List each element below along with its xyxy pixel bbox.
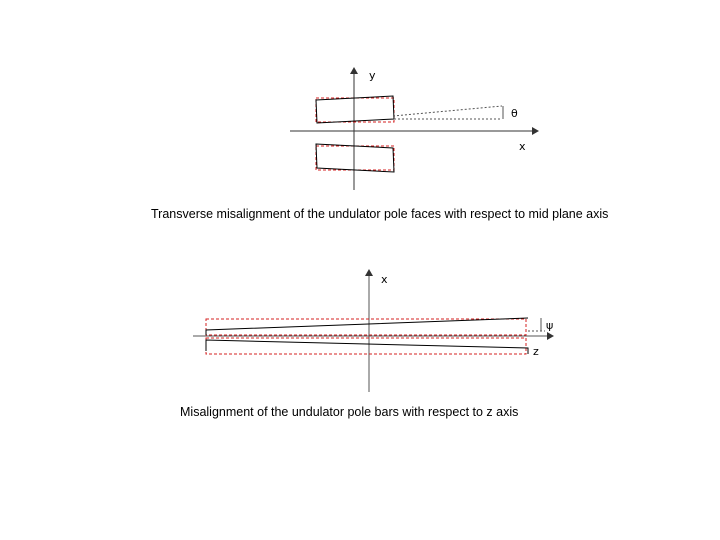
y-axis-label: y bbox=[369, 69, 376, 82]
z-axis-label: z bbox=[533, 345, 539, 358]
upper-bar-ideal-outline bbox=[206, 319, 526, 335]
lower-bar-ideal-outline bbox=[206, 338, 526, 354]
lower-bar-actual-edge bbox=[206, 340, 528, 354]
bottom-diagram-caption: Misalignment of the undulator pole bars with respect to z axis bbox=[180, 405, 519, 419]
psi-label: ψ bbox=[546, 319, 554, 332]
x-axis-label: x bbox=[519, 140, 526, 153]
theta-label: θ bbox=[511, 107, 518, 120]
bottom-x-axis-label: x bbox=[381, 273, 388, 286]
upper-bar-actual-edge bbox=[206, 318, 528, 335]
top-diagram-caption: Transverse misalignment of the undulator pole faces with respect to mid plane axis bbox=[151, 207, 609, 221]
